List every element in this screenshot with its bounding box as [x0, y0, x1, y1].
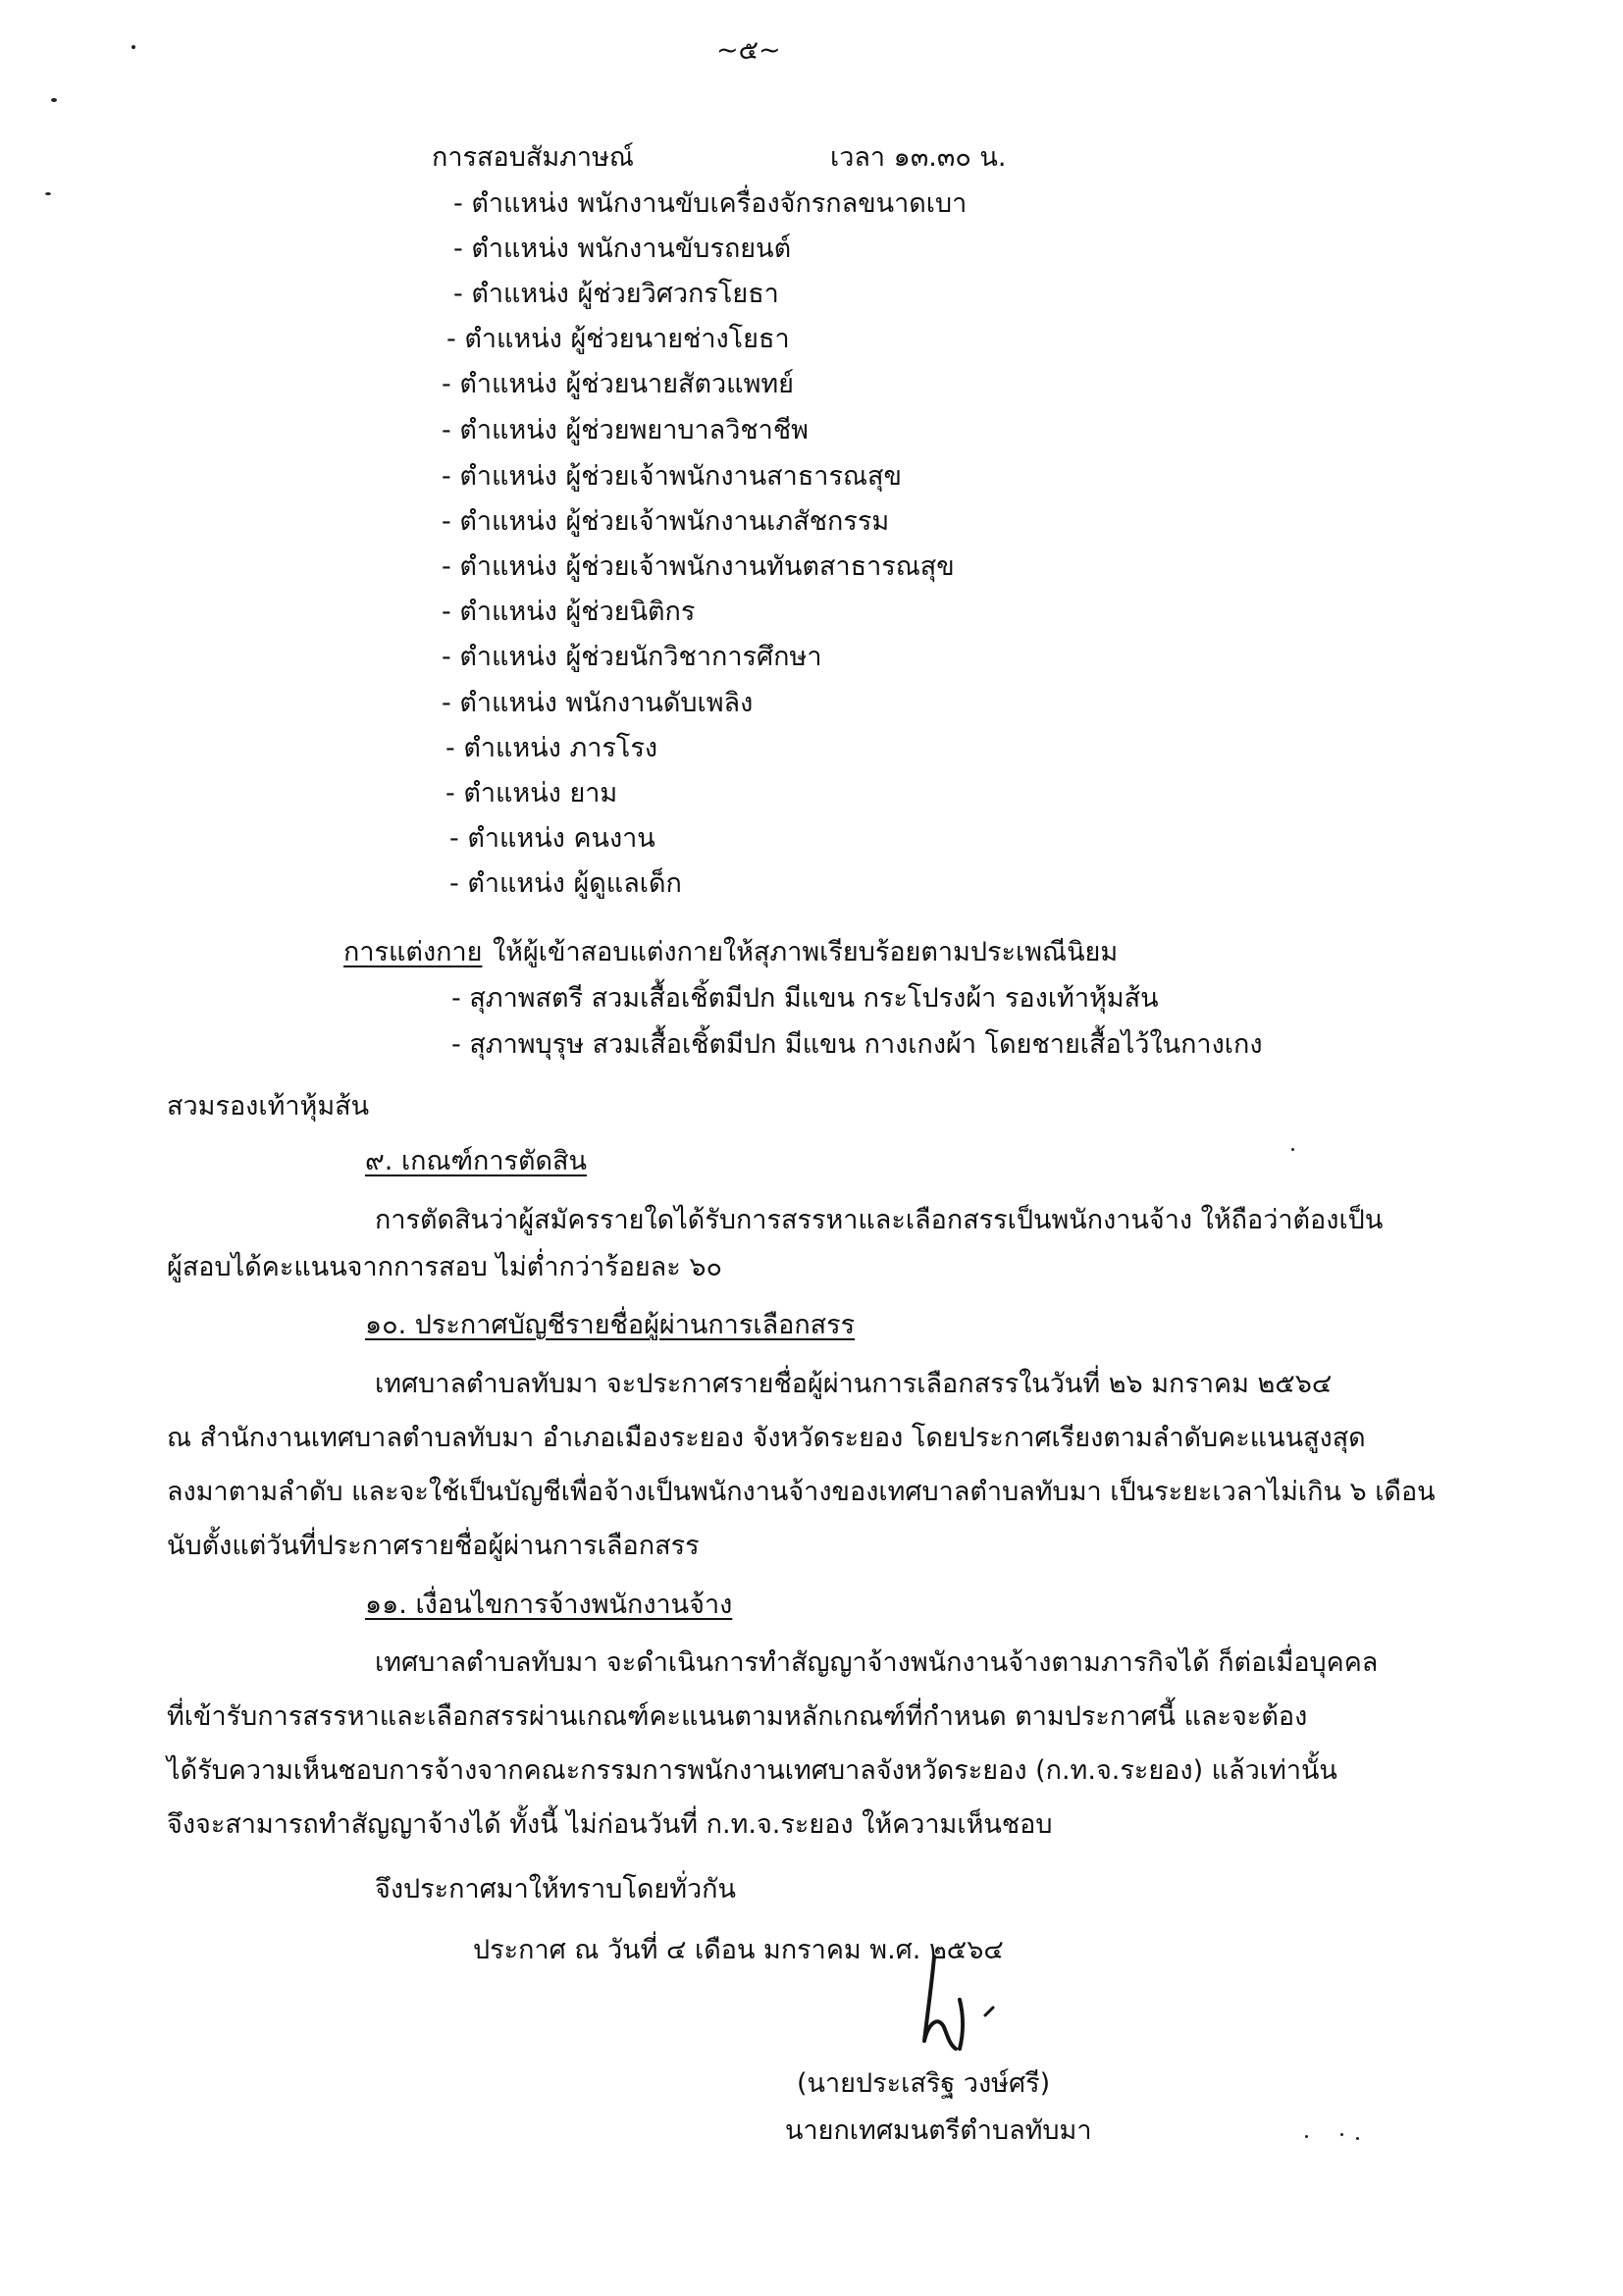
interview-heading: การสอบสัมภาษณ์: [432, 142, 634, 173]
scan-speck: [1291, 1148, 1294, 1151]
position-item: - ตำแหน่ง ภารโรง: [445, 733, 658, 763]
dress-male: - สุภาพบุรุษ สวมเสื้อเชิ้ตมีปก มีแขน กางเกงผ้า โดยชายเสื้อไว้ในกางเกง: [451, 1029, 1263, 1060]
scan-speck: [45, 192, 51, 195]
scan-speck: [1356, 2137, 1359, 2140]
position-item: - ตำแหน่ง พนักงานขับรถยนต์: [453, 234, 792, 264]
interview-time: เวลา ๑๓.๓๐ น.: [830, 142, 1007, 173]
section-10-line: ณ สำนักงานเทศบาลตำบลทับมา อำเภอเมืองระยอง จังหวัดระยอง โดยประกาศเรียงตามลำดับคะแนนสูงสุด: [167, 1423, 1366, 1453]
dress-label: การแต่งกาย: [343, 937, 483, 967]
position-item: - ตำแหน่ง ผู้ช่วยเจ้าพนักงานทันตสาธารณสุข: [442, 551, 955, 582]
scan-speck: [131, 45, 135, 49]
scan-speck: [1340, 2133, 1343, 2136]
position-item: - ตำแหน่ง ผู้ช่วยเจ้าพนักงานเภสัชกรรม: [442, 506, 890, 537]
section-11-line: เทศบาลตำบลทับมา จะดำเนินการทำสัญญาจ้างพนักงานจ้างตามภารกิจได้ ก็ต่อเมื่อบุคคล: [375, 1647, 1379, 1678]
section-11-line: ได้รับความเห็นชอบการจ้างจากคณะกรรมการพนักงานเทศบาลจังหวัดระยอง (ก.ท.จ.ระยอง) แล้วเท่านั้น: [167, 1755, 1337, 1786]
signature-mark: [899, 1951, 1017, 2068]
section-10-line: ลงมาตามลำดับ และจะใช้เป็นบัญชีเพื่อจ้างเป็นพนักงานจ้างของเทศบาลตำบลทับมา เป็นระยะเวลาไม่เกิน ๖ เดือน: [167, 1477, 1436, 1507]
dress-text: ให้ผู้เข้าสอบแต่งกายให้สุภาพเรียบร้อยตามประเพณีนิยม: [493, 937, 1119, 967]
signer-title: นายกเทศมนตรีตำบลทับมา: [785, 2115, 1092, 2146]
scan-speck: [1305, 2135, 1308, 2138]
section-10-line: เทศบาลตำบลทับมา จะประกาศรายชื่อผู้ผ่านการเลือกสรรในวันที่ ๒๖ มกราคม ๒๕๖๔: [375, 1369, 1333, 1399]
position-item: - ตำแหน่ง พนักงานขับเครื่องจักรกลขนาดเบา: [453, 188, 968, 219]
position-item: - ตำแหน่ง คนงาน: [449, 823, 655, 854]
section-11-heading: ๑๑. เงื่อนไขการจ้างพนักงานจ้าง: [365, 1590, 733, 1620]
section-11-line: ที่เข้ารับการสรรหาและเลือกสรรผ่านเกณฑ์คะแนนตามหลักเกณฑ์ที่กำหนด ตามประกาศนี้ และจะต้อง: [167, 1701, 1308, 1732]
section-10-heading: ๑๐. ประกาศบัญชีรายชื่อผู้ผ่านการเลือกสรร: [365, 1310, 856, 1340]
position-item: - ตำแหน่ง ผู้ช่วยนายสัตวแพทย์: [442, 369, 795, 399]
dress-male-cont: สวมรองเท้าหุ้มส้น: [167, 1091, 370, 1122]
page-number: ~๕~: [716, 35, 781, 66]
section-9-heading: ๙. เกณฑ์การตัดสิน: [365, 1146, 587, 1176]
position-item: - ตำแหน่ง ผู้ช่วยนักวิชาการศึกษา: [442, 642, 822, 672]
section-9-line: ผู้สอบได้คะแนนจากการสอบ ไม่ต่ำกว่าร้อยละ ๖๐: [167, 1252, 722, 1282]
position-item: - ตำแหน่ง ผู้ช่วยพยาบาลวิชาชีพ: [442, 415, 809, 445]
position-item: - ตำแหน่ง ผู้ช่วยนายช่างโยธา: [446, 324, 790, 354]
closing-statement: จึงประกาศมาให้ทราบโดยทั่วกัน: [375, 1874, 736, 1905]
section-10-line: นับตั้งแต่วันที่ประกาศรายชื่อผู้ผ่านการเลือกสรร: [167, 1531, 700, 1561]
position-item: - ตำแหน่ง ผู้ช่วยเจ้าพนักงานสาธารณสุข: [442, 461, 902, 492]
section-9-line: การตัดสินว่าผู้สมัครรายใดได้รับการสรรหาและเลือกสรรเป็นพนักงานจ้าง ให้ถือว่าต้องเป็น: [375, 1205, 1384, 1235]
position-item: - ตำแหน่ง ผู้ช่วยวิศวกรโยธา: [453, 279, 779, 309]
position-item: - ตำแหน่ง พนักงานดับเพลิง: [442, 688, 754, 718]
position-item: - ตำแหน่ง ผู้ช่วยนิติกร: [442, 597, 696, 627]
dress-female: - สุภาพสตรี สวมเสื้อเชิ้ตมีปก มีแขน กระโปรงผ้า รองเท้าหุ้มส้น: [451, 983, 1159, 1014]
section-11-line: จึงจะสามารถทำสัญญาจ้างได้ ทั้งนี้ ไม่ก่อนวันที่ ก.ท.จ.ระยอง ให้ความเห็นชอบ: [167, 1809, 1053, 1840]
position-item: - ตำแหน่ง ผู้ดูแลเด็ก: [449, 868, 682, 899]
announcement-date: ประกาศ ณ วันที่ ๔ เดือน มกราคม พ.ศ. ๒๕๖๔: [473, 1935, 1004, 1965]
position-item: - ตำแหน่ง ยาม: [445, 778, 618, 809]
signer-name: (นายประเสริฐ วงษ์ศรี): [797, 2068, 1051, 2099]
scan-speck: [51, 98, 57, 102]
